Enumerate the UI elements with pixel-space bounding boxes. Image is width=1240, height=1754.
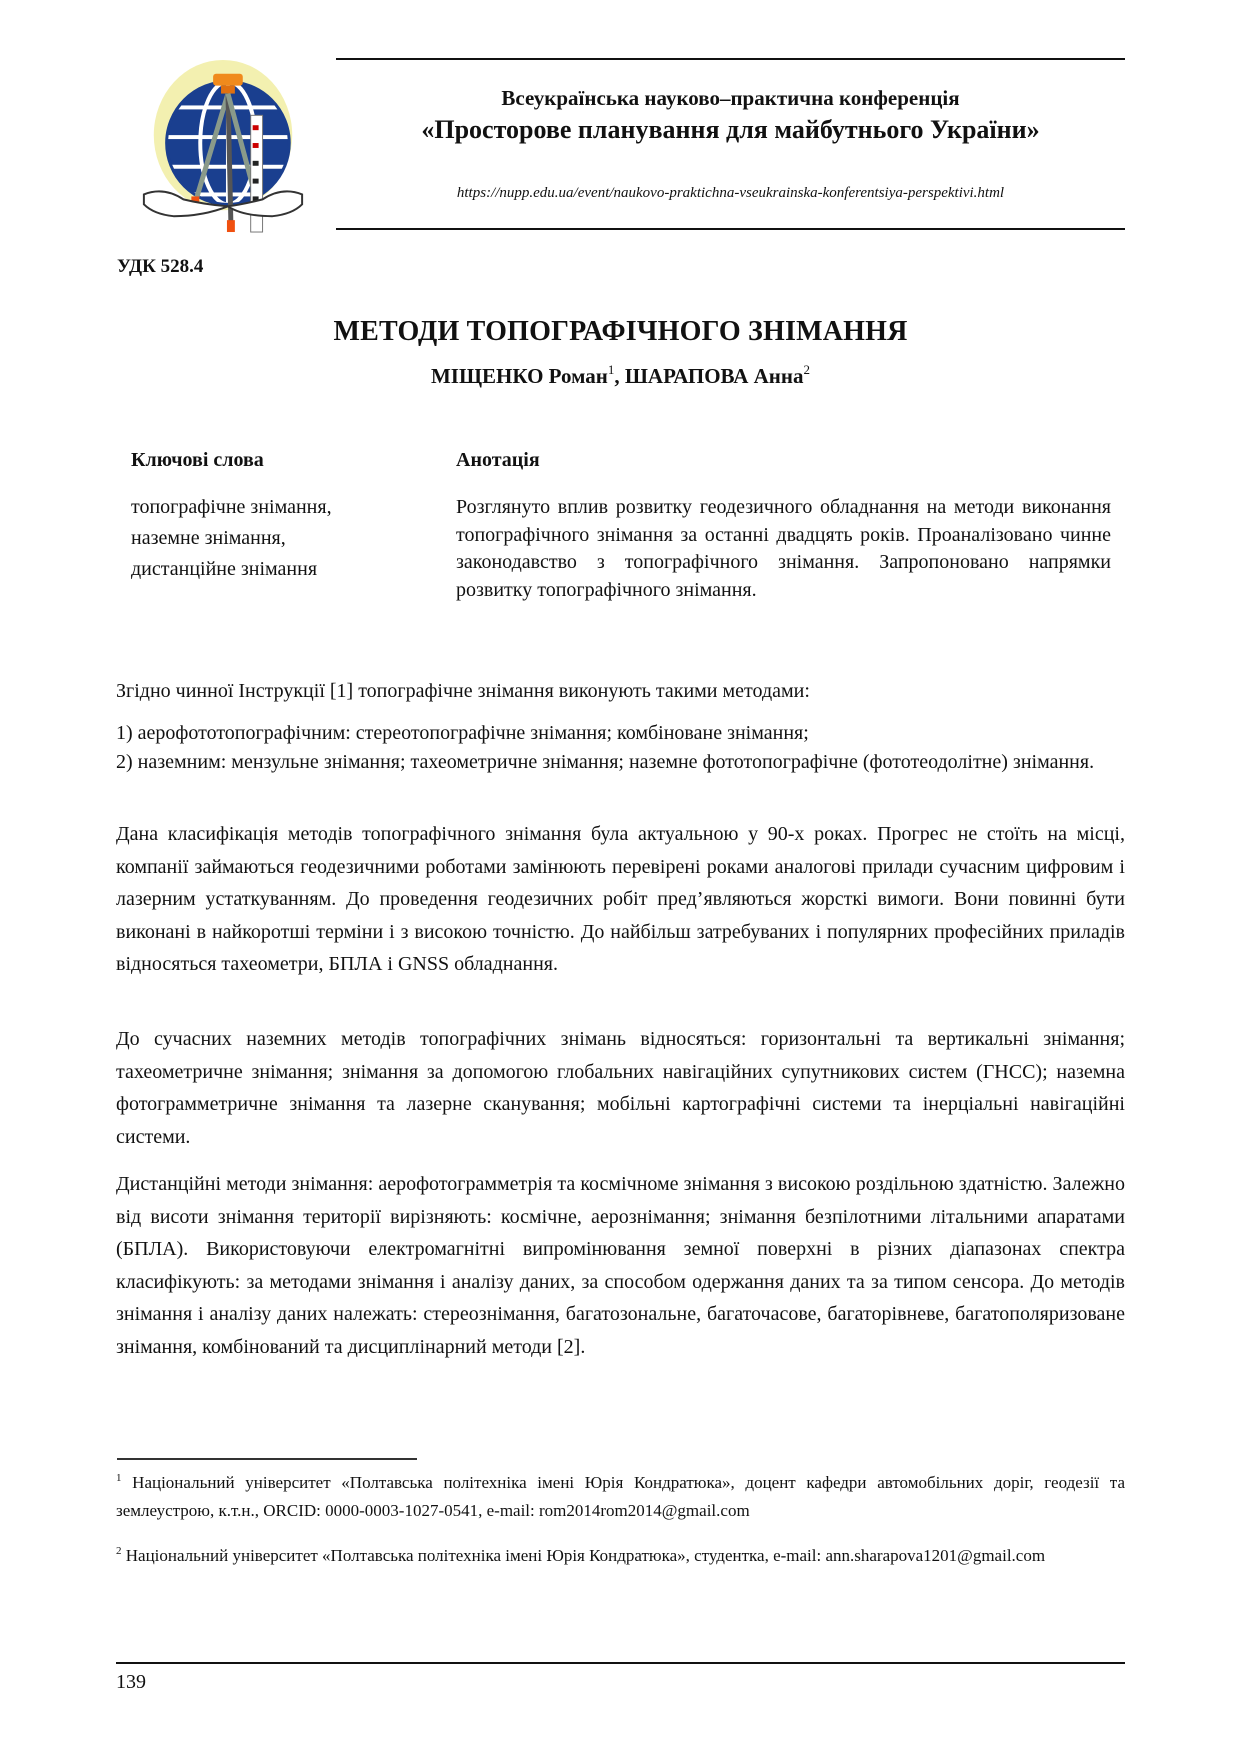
body-paragraph: Дистанційні методи знімання: аерофотограмметрія та космічноме знімання з високою роздільною здатністю. Залежно від висоти знімання території вирізняють: космічне, аерознімання; знімання безпілотними літальними апаратами (БПЛА). Використовуючи електромагнітні випромінювання земної поверхні в різних діапазонах спектра класифікують: за методами знімання і аналізу даних, за способом одержання даних та за типом сенсора. До методів знімання і аналізу даних належать: стереознімання, багатозональне, багаточасове, багаторівневе, багатополяризоване знімання, комбінований та дисциплінарний методи [2].	[116, 1173, 1125, 1358]
footnote-rule	[117, 1458, 417, 1460]
body-paragraph: До сучасних наземних методів топографічних знімань відносяться: горизонтальні та вертикальні знімання; тахеометричне знімання; знімання за допомогою глобальних навігаційних супутникових систем (ГНСС); наземна фотограмметричне знімання та лазерне сканування; мобільні картографічні системи та інерціальні навігаційні системи.	[116, 1028, 1125, 1148]
authors-line	[116, 364, 1125, 389]
list-item: 1) аерофототопографічним: стереотопографічне знімання; комбіноване знімання;	[116, 722, 809, 744]
footnote-mark: 2	[116, 1545, 122, 1557]
footnote-ref[interactable]: 2	[803, 362, 810, 377]
footnote-text: Національний університет «Полтавська політехніка імені Юрія Кондратюка», студентка, e-mail: ann.sharapova1201@gmail.com	[121, 1546, 1046, 1565]
abstract-heading: Анотація	[456, 449, 540, 471]
page-number: 139	[116, 1671, 146, 1693]
paper-title: МЕТОДИ ТОПОГРАФІЧНОГО ЗНІМАННЯ	[333, 316, 908, 347]
keywords-list	[131, 492, 332, 585]
conference-url-link[interactable]: https://nupp.edu.ua/event/naukovo-praktichna-vseukrainska-konferentsiya-perspektivi.html	[456, 185, 1005, 201]
footnote	[116, 1469, 1125, 1525]
keyword-item: топографічне знімання,	[131, 496, 332, 518]
header-top-rule	[336, 58, 1125, 60]
author-name: ШАРАПОВА Анна	[624, 364, 804, 388]
footnote-text: Національний університет «Полтавська політехніка імені Юрія Кондратюка», доцент кафедри автомобільних доріг, геодезії та землеустрою, к.т.н., ORCID: 0000-0003-1027-0541, e-mail: rom2014rom2014@gmail.com	[116, 1473, 1125, 1520]
conference-logo-icon	[134, 56, 312, 234]
conference-theme: «Просторове планування для майбутнього України»	[421, 115, 1040, 144]
author-name: МІЩЕНКО Роман	[430, 364, 608, 388]
abstract-text: Розглянуто вплив розвитку геодезичного обладнання на методи виконання топографічного знімання за останні двадцять років. Проаналізовано чинне законодавство з топографічного знімання. Запропоновано напрямки розвитку топографічного знімання.	[456, 496, 1111, 601]
methods-list	[116, 719, 1125, 777]
footnote-ref[interactable]: 1	[607, 362, 615, 377]
intro-paragraph: Згідно чинної Інструкції [1] топографічне знімання виконують такими методами:	[116, 680, 810, 702]
keywords-heading: Ключові слова	[131, 449, 264, 471]
footnote-mark: 1	[116, 1472, 122, 1484]
body-paragraph: Дана класифікація методів топографічного знімання була актуальною у 90-х роках. Прогрес не стоїть на місці, компанії займаються геодезичними роботами замінюють перевірені роками аналогові прилади сучасним цифровим і лазерним устаткуванням. До проведення геодезичних робіт пред’являються жорсткі вимоги. Вони повинні бути виконані в найкоротші терміни і з високою точністю. До найбільш затребуваних і популярних професійних приладів відносяться тахеометри, БПЛА і GNSS обладнання.	[116, 823, 1125, 975]
footnote	[116, 1542, 1125, 1570]
udk-code: УДК 528.4	[117, 256, 204, 277]
keyword-item: дистанційне знімання	[131, 558, 318, 580]
authors-separator: ,	[614, 364, 625, 388]
list-item: 2) наземним: мензульне знімання; тахеометричне знімання; наземне фототопографічне (фототеодолітне) знімання.	[116, 751, 1095, 773]
footer-rule	[116, 1662, 1125, 1664]
conference-name: Всеукраїнська науково–практична конференція	[501, 86, 960, 110]
header-bottom-rule	[336, 228, 1125, 230]
keyword-item: наземне знімання,	[131, 527, 286, 549]
